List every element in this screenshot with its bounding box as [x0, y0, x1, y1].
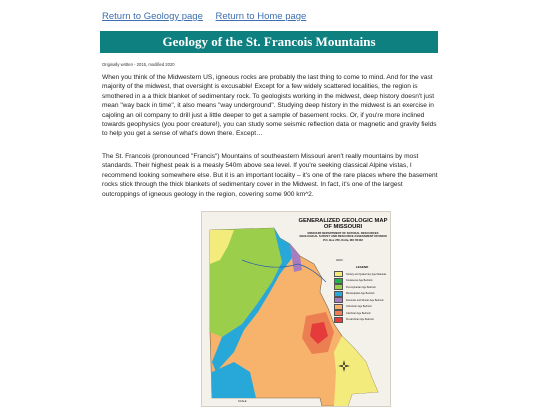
legend-item — [334, 317, 390, 324]
map-legend — [334, 265, 390, 323]
map-year: 2003 — [336, 258, 343, 262]
page-title: Geology of the St. Francois Mountains — [100, 31, 438, 53]
return-to-home-link[interactable]: Return to Home page — [215, 11, 307, 22]
map-scale: SCALE — [238, 400, 247, 403]
bootheel-quaternary-region — [334, 336, 378, 406]
map-title: GENERALIZED GEOLOGIC MAP OF MISSOURI — [298, 218, 388, 231]
legend-label: Precambrian Age Bedrock — [346, 318, 374, 322]
legend-swatch — [334, 310, 343, 316]
legend-swatch — [334, 291, 343, 297]
st-francois-paragraph: The St. Francois (pronounced "Francis") Mountains of southeastern Missouri aren't really mountains by most standards. Their highest peak is a measly 540m above sea level. If you're seeking classical Alpine vistas, I recommend looking somewhere else. But it is an important locality – it's one of the rare places where the basement rocks stick through the thick blankets of sedimentary cover in the Midwest. In fact, it's one of the largest outcroppings of igneous geology in the region, covering some 900 km^2. — [102, 153, 438, 198]
legend-swatch — [334, 317, 343, 323]
intro-paragraph: When you think of the Midwestern US, igneous rocks are probably the last thing to come to mind. And for the vast majority of the midwest, that oversight is excusable! Except for a few widely scattered localities, the region is smothered in a a thick blanket of sedimentary rock. To geologists working in the midwest, deep history doesn't just mean "way back in time", it also means "way underground". Studying deep history in the midwest is an exercise in cajoling an oil company to drill just a little deeper to get a sample of basement rocks. Or, if you're more inclined towards geophysics (you poor creature!), you can study some seismic reflection data or magnetic and gravity fields to help you get a sense of what's down there. Except… — [102, 74, 437, 138]
legend-swatch — [334, 304, 343, 310]
legend-label: Cambrian Age Bedrock — [346, 311, 371, 315]
legend-label: Tertiary and Quaternary Age Materials — [346, 272, 387, 276]
return-to-geology-link[interactable]: Return to Geology page — [102, 11, 203, 22]
legend-label: Ordovician Age Bedrock — [346, 305, 372, 309]
geologic-map-image — [201, 211, 391, 407]
legend-swatch — [334, 297, 343, 303]
top-nav — [102, 11, 316, 22]
legend-label: Mississippian Age Bedrock — [346, 292, 375, 296]
date-note: Originally written - 2015, modified 2020 — [102, 62, 175, 67]
map-subtitle: MISSOURI DEPARTMENT OF NATURAL RESOURCES GEOLOGICAL SURVEY AND RESOURCE ASSESSMENT DIVISION P.O. Box 250, Rolla, MO 65402 — [299, 231, 387, 242]
legend-title: LEGEND — [355, 265, 369, 269]
legend-swatch — [334, 278, 343, 284]
legend-label: Devonian and Silurian Age Bedrock — [346, 298, 384, 302]
legend-label: Cretaceous Age Bedrock — [346, 279, 373, 283]
legend-label: Pennsylvanian Age Bedrock — [346, 285, 376, 289]
legend-swatch — [334, 271, 343, 277]
legend-swatch — [334, 284, 343, 290]
